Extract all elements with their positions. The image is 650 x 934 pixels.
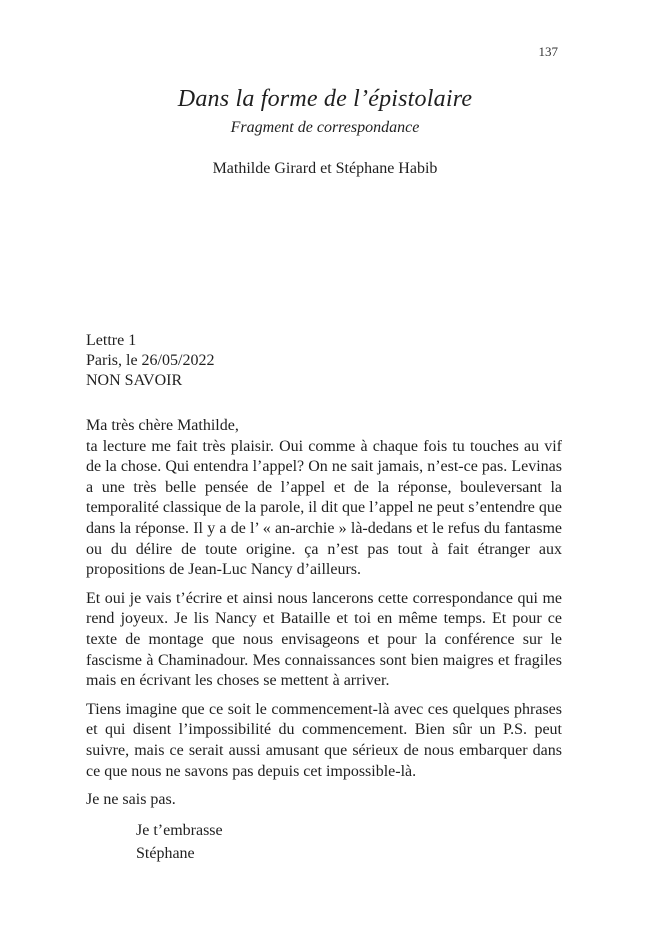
article-title: Dans la forme de l’épistolaire bbox=[177, 86, 473, 112]
letter-signature: Stéphane bbox=[136, 844, 195, 862]
letter-number: Lettre 1 bbox=[86, 332, 137, 349]
page-number: 137 bbox=[538, 44, 558, 59]
letter-header bbox=[86, 331, 214, 391]
letter-heading: NON SAVOIR bbox=[86, 372, 183, 389]
letter-paragraph-3: Tiens imagine que ce soit le commencement-là avec ces quelques phrases et qui disent l’impossibilité du commencement. Bien sûr un P.S. peut suivre, mais ce serait aussi amusant que sérieux de nous embarquer dans ce que nous ne savons pas depuis cet impossible-là. bbox=[86, 700, 562, 780]
letter-paragraph-1: ta lecture me fait très plaisir. Oui comme à chaque fois tu touches au vif de la chose. Qui entendra l’appel? On ne sait jamais, n’est-ce pas. Levinas a une très belle pensée de l’appel et de la réponse, bouleversant la temporalité classique de la parole, il dit que l’appel ne peut s’entendre que dans la réponse. Il y a de l’ « an-archie » là-dedans et le refus du fantasme ou du délire de toute origine. ça n’est pas tout à fait étranger aux propositions de Jean-Luc Nancy d’ailleurs. bbox=[86, 437, 562, 579]
letter-final-line: Je ne sais pas. bbox=[86, 791, 176, 809]
article-authors: Mathilde Girard et Stéphane Habib bbox=[212, 160, 438, 177]
letter-closing-phrase: Je t’embrasse bbox=[136, 821, 223, 839]
letter-paragraph-2: Et oui je vais t’écrire et ainsi nous lancerons cette correspondance qui me rend joyeux. Je lis Nancy et Bataille et toi en même temps. Et pour ce texte de montage que nous envisageons et pour la conférence sur le fascisme à Chaminadour. Mes connaissances sont bien maigres et fragiles mais en écrivant les choses se mettent à arriver. bbox=[86, 589, 562, 690]
letter-closing bbox=[136, 819, 562, 865]
article-subtitle: Fragment de correspondance bbox=[230, 119, 420, 136]
letter-place-date: Paris, le 26/05/2022 bbox=[86, 352, 215, 369]
letter-body bbox=[86, 416, 562, 865]
letter-salutation: Ma très chère Mathilde, bbox=[86, 417, 239, 434]
